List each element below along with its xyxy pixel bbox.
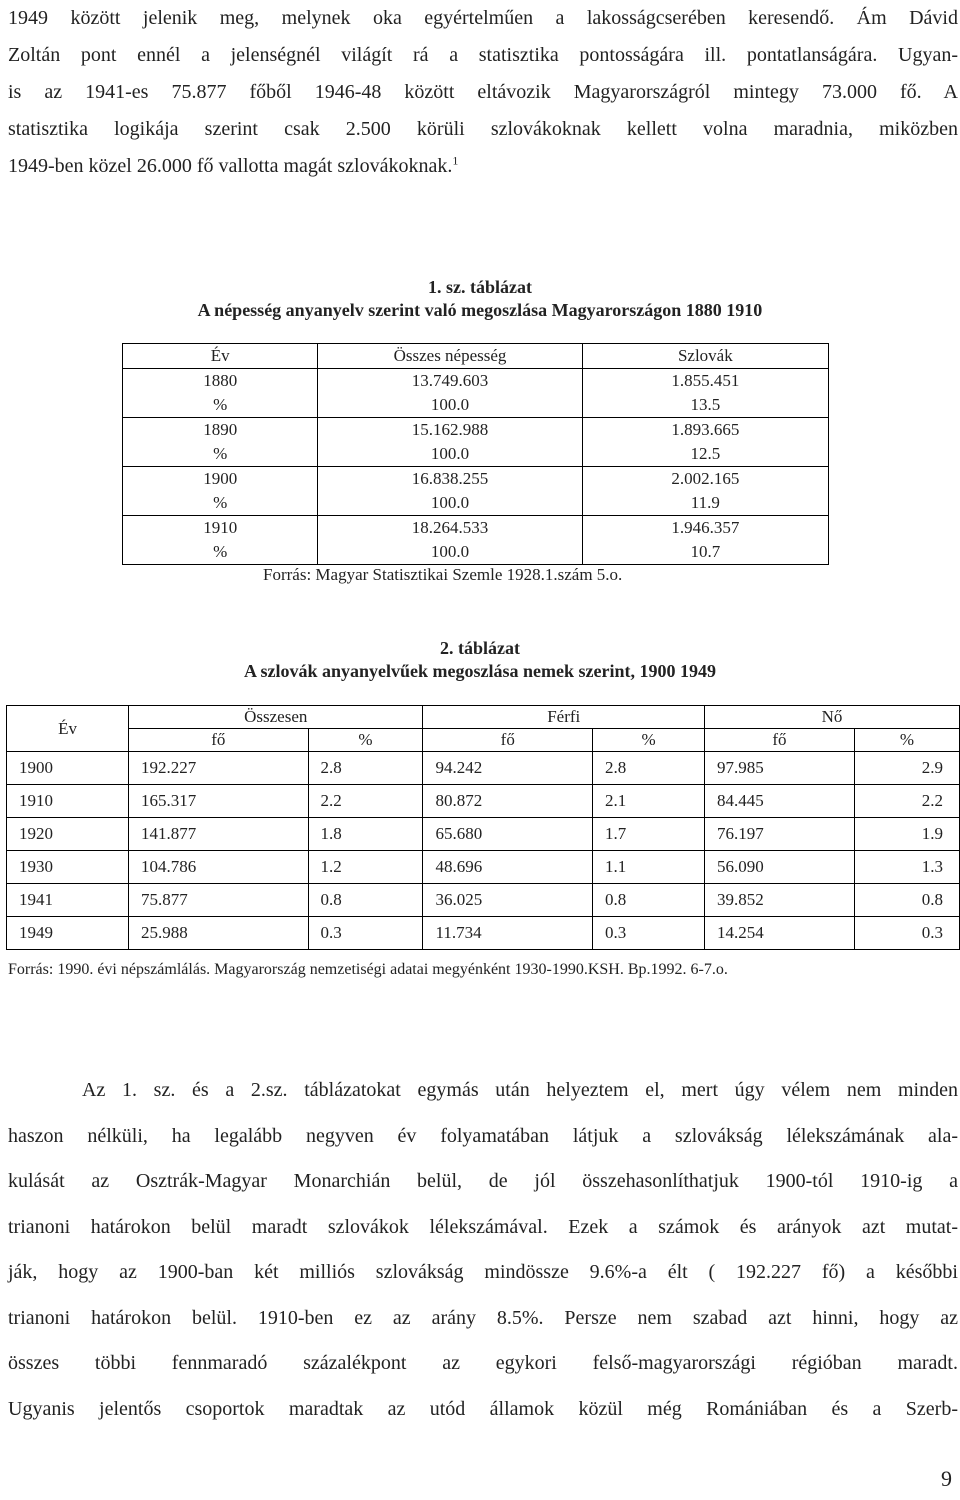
cell-female-pct: 0.3 — [854, 917, 959, 950]
footnote-ref[interactable]: 1 — [452, 153, 459, 168]
cell-total: 16.838.255 — [318, 467, 582, 492]
cell-slovak-pct: 11.9 — [582, 491, 828, 516]
header-year: Év — [7, 706, 129, 752]
cell-pct-label: % — [123, 393, 318, 418]
page-number: 9 — [941, 1466, 952, 1491]
cell-total: 18.264.533 — [318, 516, 582, 541]
header-female: Nő — [705, 706, 960, 729]
cell-female-pct: 0.8 — [854, 884, 959, 917]
cell-male-pct: 1.7 — [593, 818, 705, 851]
cell-female-count: 56.090 — [705, 851, 855, 884]
header-total: Összes népesség — [318, 344, 582, 369]
cell-year: 1900 — [123, 467, 318, 492]
table-row — [123, 491, 829, 516]
table-row — [7, 785, 960, 818]
table1-number: 1. sz. táblázat — [428, 277, 532, 297]
cell-pct-label: % — [123, 491, 318, 516]
subheader-cell: % — [854, 729, 959, 752]
table-row — [123, 418, 829, 443]
table1-title: A népesség anyanyelv szerint való megoszlása Magyarországon 1880 1910 — [197, 300, 763, 320]
cell-female-pct: 2.2 — [854, 785, 959, 818]
table-row — [7, 917, 960, 950]
cell-female-pct: 2.9 — [854, 752, 959, 785]
cell-total-pct: 0.8 — [308, 884, 423, 917]
table-row — [123, 540, 829, 565]
cell-total: 15.162.988 — [318, 418, 582, 443]
cell-total-pct: 2.2 — [308, 785, 423, 818]
intro-line-last — [8, 148, 958, 185]
body-line: trianoni határokon belül. 1910-ben ez az arány 8.5%. Persze nem szabad azt hinni, hogy az — [8, 1306, 958, 1329]
cell-total-count: 165.317 — [129, 785, 309, 818]
gender-table — [6, 705, 960, 950]
cell-male-pct: 0.3 — [593, 917, 705, 950]
subheader-cell: fő — [129, 729, 309, 752]
population-table — [122, 343, 829, 565]
cell-female-count: 76.197 — [705, 818, 855, 851]
header-total: Összesen — [129, 706, 423, 729]
cell-slovak-pct: 12.5 — [582, 442, 828, 467]
cell-year: 1900 — [7, 752, 129, 785]
cell-total: 13.749.603 — [318, 369, 582, 394]
cell-male-pct: 1.1 — [593, 851, 705, 884]
header-male: Férfi — [423, 706, 705, 729]
cell-male-count: 11.734 — [423, 917, 593, 950]
cell-year: 1920 — [7, 818, 129, 851]
cell-total-pct: 100.0 — [318, 540, 582, 565]
body-paragraph — [8, 1068, 958, 1432]
table2-number: 2. táblázat — [440, 638, 520, 658]
cell-year: 1910 — [7, 785, 129, 818]
intro-line: 1949 között jelenik meg, melynek oka egyértelműen a lakosságcserében keresendő. Ám Dávid — [8, 7, 958, 29]
body-line: haszon nélküli, ha legalább negyven év folyamatában látjuk a szlovákság lélekszámának ala- — [8, 1124, 958, 1147]
subheader-cell: % — [308, 729, 423, 752]
table2-source: Forrás: 1990. évi népszámlálás. Magyarország nemzetiségi adatai megyénként 1930-1990.KSH. Bp.1992. 6-7.o. — [8, 961, 728, 978]
cell-total-pct: 100.0 — [318, 491, 582, 516]
cell-female-count: 14.254 — [705, 917, 855, 950]
cell-male-count: 36.025 — [423, 884, 593, 917]
intro-line: statisztika logikája szerint csak 2.500 körüli szlovákoknak kellett volna maradnia, miközben — [8, 118, 958, 140]
table-row — [123, 442, 829, 467]
subheader-cell: fő — [423, 729, 593, 752]
header-slovak: Szlovák — [582, 344, 828, 369]
cell-year: 1910 — [123, 516, 318, 541]
body-line: ják, hogy az 1900-ban két milliós szlovákság mindössze 9.6%-a élt ( 192.227 fő) a későbbi — [8, 1261, 958, 1283]
cell-male-pct: 2.8 — [593, 752, 705, 785]
cell-year: 1930 — [7, 851, 129, 884]
table-row — [123, 369, 829, 394]
cell-total-pct: 100.0 — [318, 442, 582, 467]
table-row — [123, 516, 829, 541]
intro-paragraph — [8, 0, 958, 185]
table-header-row — [7, 706, 960, 729]
cell-female-pct: 1.3 — [854, 851, 959, 884]
table-header-row — [123, 344, 829, 369]
table-row — [123, 393, 829, 418]
cell-year: 1949 — [7, 917, 129, 950]
cell-year: 1880 — [123, 369, 318, 394]
cell-total-pct: 0.3 — [308, 917, 423, 950]
intro-line: is az 1941-es 75.877 főből 1946-48 között eltávozik Magyarországról mintegy 73.000 fő. A — [8, 81, 958, 103]
header-year: Év — [123, 344, 318, 369]
cell-male-count: 94.242 — [423, 752, 593, 785]
subheader-cell: fő — [705, 729, 855, 752]
cell-total-pct: 2.8 — [308, 752, 423, 785]
table-row — [7, 851, 960, 884]
table-row — [7, 752, 960, 785]
cell-pct-label: % — [123, 442, 318, 467]
cell-total-count: 104.786 — [129, 851, 309, 884]
cell-male-count: 48.696 — [423, 851, 593, 884]
cell-slovak: 1.855.451 — [582, 369, 828, 394]
table1-source: Forrás: Magyar Statisztikai Szemle 1928.1.szám 5.o. — [263, 565, 623, 584]
cell-slovak-pct: 13.5 — [582, 393, 828, 418]
body-line: kulását az Osztrák-Magyar Monarchián belül, de jól összehasonlíthatjuk 1900-tól 1910-ig a — [8, 1170, 958, 1192]
cell-pct-label: % — [123, 540, 318, 565]
subheader-cell: % — [593, 729, 705, 752]
body-line: Az 1. sz. és a 2.sz. táblázatokat egymás után helyeztem el, mert úgy vélem nem minden — [82, 1079, 958, 1101]
cell-male-pct: 2.1 — [593, 785, 705, 818]
cell-total-count: 75.877 — [129, 884, 309, 917]
table-subheader-row — [7, 729, 960, 752]
cell-total-pct: 100.0 — [318, 393, 582, 418]
cell-total-pct: 1.2 — [308, 851, 423, 884]
cell-slovak: 1.893.665 — [582, 418, 828, 443]
table-row — [7, 884, 960, 917]
cell-female-count: 97.985 — [705, 752, 855, 785]
cell-slovak: 2.002.165 — [582, 467, 828, 492]
table-row — [7, 818, 960, 851]
intro-line: Zoltán pont ennél a jelenségnél világít rá a statisztika pontosságára ill. pontatlanságára. Ugyan- — [8, 44, 958, 66]
table2-title: A szlovák anyanyelvűek megoszlása nemek szerint, 1900 1949 — [244, 661, 716, 681]
cell-male-count: 80.872 — [423, 785, 593, 818]
cell-male-pct: 0.8 — [593, 884, 705, 917]
cell-slovak: 1.946.357 — [582, 516, 828, 541]
cell-female-count: 84.445 — [705, 785, 855, 818]
cell-total-count: 141.877 — [129, 818, 309, 851]
body-line: Ugyanis jelentős csoportok maradtak az utód államok közül még Romániában és a Szerb- — [8, 1397, 958, 1420]
intro-line: 1949-ben közel 26.000 fő vallotta magát szlovákoknak. — [8, 155, 453, 177]
cell-slovak-pct: 10.7 — [582, 540, 828, 565]
cell-total-pct: 1.8 — [308, 818, 423, 851]
cell-year: 1890 — [123, 418, 318, 443]
table-row — [123, 467, 829, 492]
cell-total-count: 192.227 — [129, 752, 309, 785]
cell-female-pct: 1.9 — [854, 818, 959, 851]
body-line: trianoni határokon belül maradt szlovákok lélekszámával. Ezek a számok és arányok azt mutat- — [8, 1215, 958, 1238]
body-line: összes többi fennmaradó százalékpont az egykori felső-magyarországi régióban maradt. — [8, 1352, 958, 1374]
cell-total-count: 25.988 — [129, 917, 309, 950]
cell-female-count: 39.852 — [705, 884, 855, 917]
cell-year: 1941 — [7, 884, 129, 917]
cell-male-count: 65.680 — [423, 818, 593, 851]
